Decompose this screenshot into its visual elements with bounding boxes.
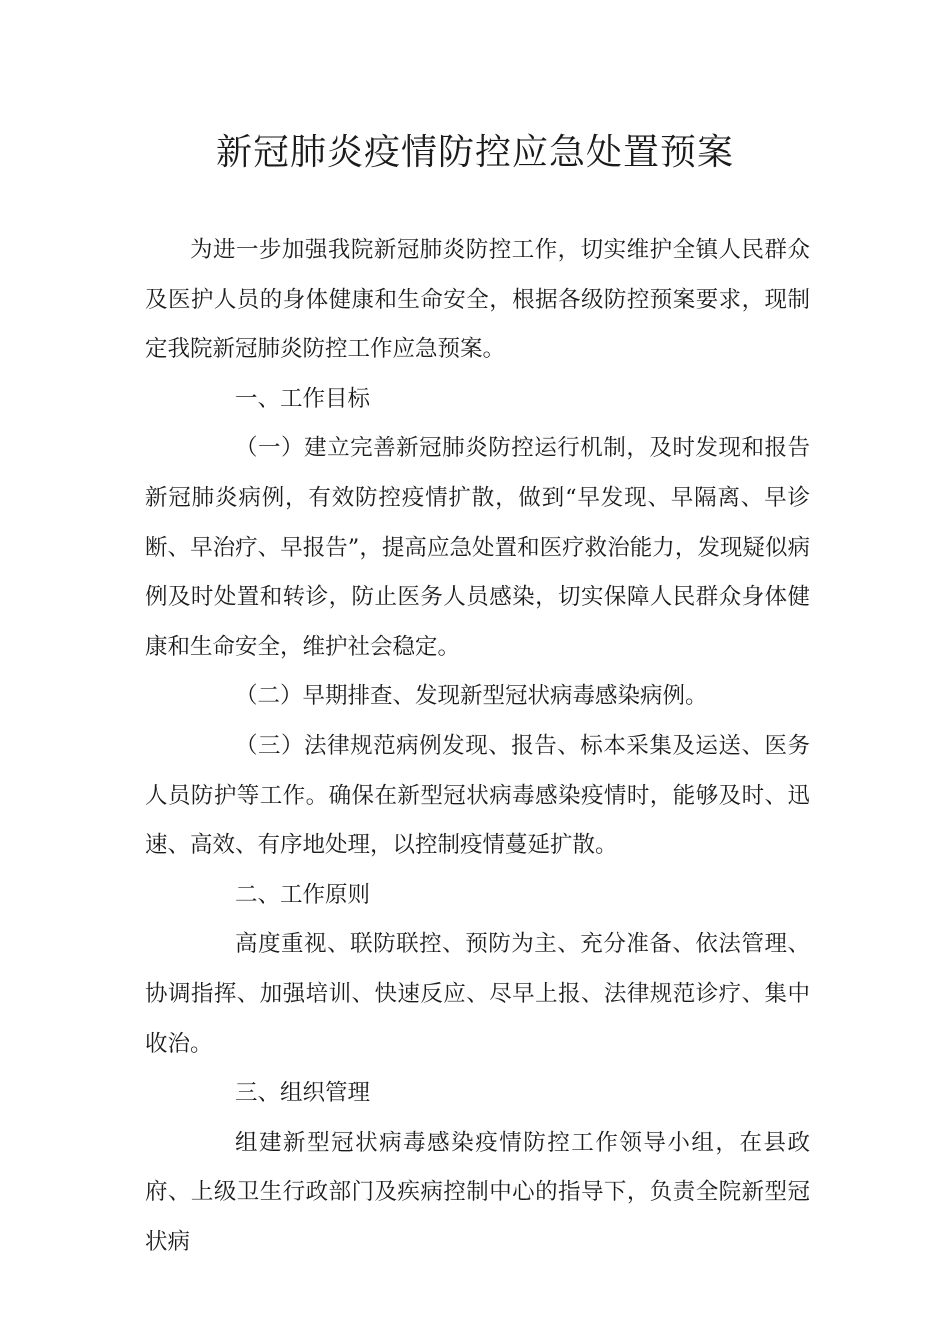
paragraph-principles: 高度重视、联防联控、预防为主、充分准备、依法管理、协调指挥、加强培训、快速反应、尽早上报、法律规范诊疗、集中收治。 xyxy=(145,931,810,1057)
paragraph-goal-2: （二）早期排查、发现新型冠状病毒感染病例。 xyxy=(235,683,708,710)
section-heading-organization: 三、组织管理 xyxy=(235,1080,371,1107)
document-body xyxy=(145,226,810,1267)
paragraph-goal-1: （一）建立完善新冠肺炎防控运行机制，及时发现和报告新冠肺炎病例，有效防控疫情扩散，做到“早发现、早隔离、早诊断、早治疗、早报告”，提高应急处置和医疗救治能力，发现疑似病例及时处置和转诊，防止医务人员感染，切实保障人民群众身体健康和生命安全，维护社会稳定。 xyxy=(145,435,810,660)
paragraph-goal-3: （三）法律规范病例发现、报告、标本采集及运送、医务人员防护等工作。确保在新型冠状病毒感染疫情时，能够及时、迅速、高效、有序地处理，以控制疫情蔓延扩散。 xyxy=(145,732,810,859)
document-title: 新冠肺炎疫情防控应急处置预案 xyxy=(215,132,734,173)
paragraph-organization: 组建新型冠状病毒感染疫情防控工作领导小组，在县政府、上级卫生行政部门及疾病控制中心的指导下，负责全院新型冠状病 xyxy=(145,1129,810,1255)
paragraph-intro: 为进一步加强我院新冠肺炎防控工作，切实维护全镇人民群众及医护人员的身体健康和生命安全，根据各级防控预案要求，现制定我院新冠肺炎防控工作应急预案。 xyxy=(145,237,810,363)
section-heading-principles: 二、工作原则 xyxy=(235,881,371,908)
section-heading-goals: 一、工作目标 xyxy=(235,385,371,412)
